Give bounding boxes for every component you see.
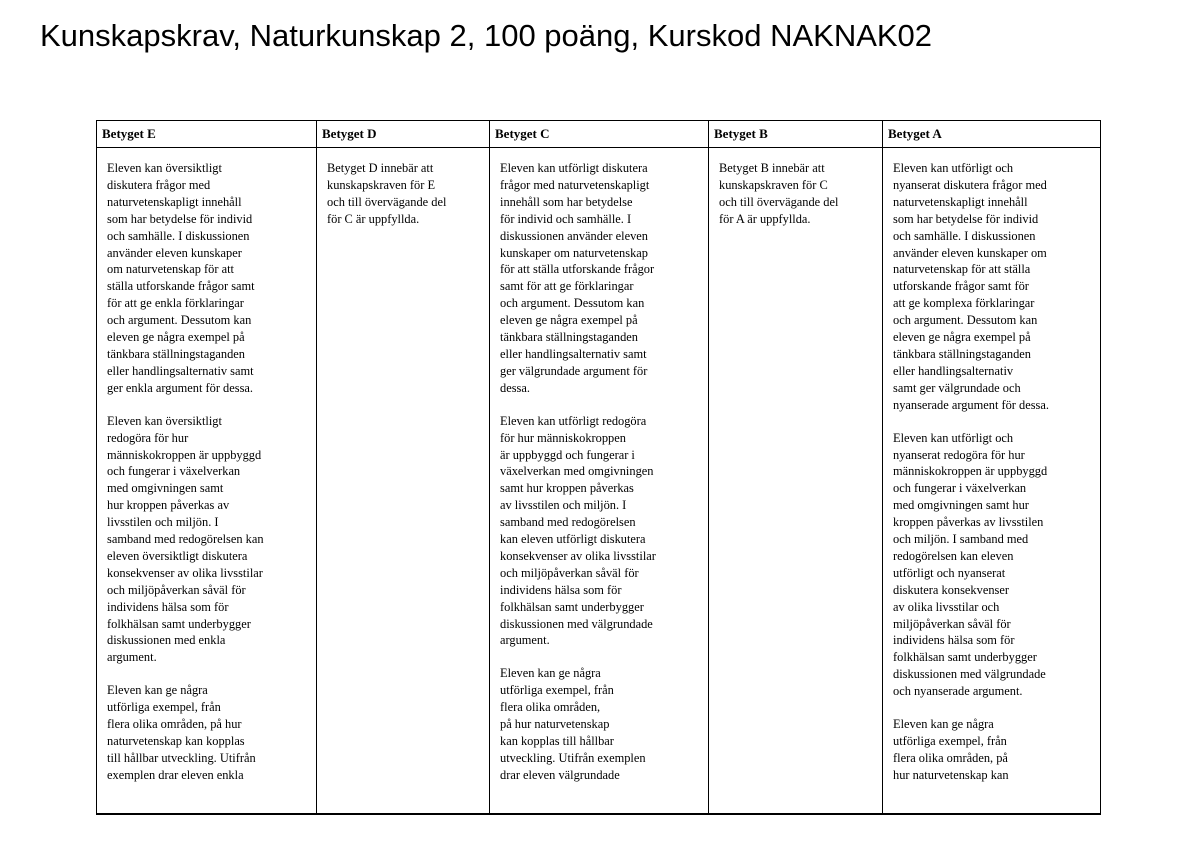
grade-c-cell	[490, 148, 709, 815]
grade-c-paragraph: Eleven kan utförligt redogöra för hur människokroppen är uppbyggd och fungerar i växelverkan med omgivningen samt hur kroppen påverkas av livsstilen och miljön. I samband med redogörelsen kan eleven utförligt diskutera konsekvenser av olika livsstilar och miljöpåverkan såväl för individens hälsa som för folkhälsan samt underbygger diskussionen med välgrundade argument.	[500, 413, 656, 648]
grade-e-paragraph: Eleven kan översiktligt redogöra för hur människokroppen är uppbyggd och fungerar i växelverkan med omgivningen samt hur kroppen påverkas av livsstilen och miljön. I samband med redogörelsen kan eleven översiktligt diskutera konsekvenser av olika livsstilar och miljöpåverkan såväl för individens hälsa som för folkhälsan samt underbygger diskussionen med enkla argument.	[107, 413, 264, 665]
grade-b-paragraph: Betyget B innebär att kunskapskraven för C och till övervägande del för A är uppfyllda.	[719, 161, 839, 226]
grade-e-cell	[97, 148, 317, 815]
column-header-grade-a: Betyget A	[883, 121, 1101, 148]
grade-e-paragraph: Eleven kan översiktligt diskutera frågor med naturvetenskapligt innehåll som har betydelse för individ och samhälle. I diskussionen använder eleven kunskaper om naturvetenskap för att ställa utforskande frågor samt för att ge enkla förklaringar och argument. Dessutom kan eleven ge några exempel på tänkbara ställningstaganden eller handlingsalternativ samt ger enkla argument för dessa.	[107, 161, 255, 395]
document-title: Kunskapskrav, Naturkunskap 2, 100 poäng, Kurskod NAKNAK02	[40, 18, 933, 53]
grade-e-paragraph: Eleven kan ge några utförliga exempel, från flera olika områden, på hur naturvetenskap kan kopplas till hållbar utveckling. Utifrån exemplen drar eleven enkla	[107, 683, 256, 782]
grade-d-cell	[317, 148, 490, 815]
grade-a-cell	[883, 148, 1101, 815]
grade-d-paragraph: Betyget D innebär att kunskapskraven för E och till övervägande del för C är uppfyllda.	[327, 161, 447, 226]
grade-a-paragraph: Eleven kan utförligt och nyanserat redogöra för hur människokroppen är uppbyggd och fungerar i växelverkan med omgivningen samt hur kroppen påverkas av livsstilen och miljön. I samband med redogörelsen kan eleven utförligt och nyanserat diskutera konsekvenser av olika livsstilar och miljöpåverkan såväl för individens hälsa som för folkhälsan samt underbygger diskussionen med välgrundade och nyanserade argument.	[893, 430, 1048, 699]
grading-criteria-table	[96, 120, 1101, 815]
column-header-grade-e: Betyget E	[97, 121, 317, 148]
grade-c-paragraph: Eleven kan ge några utförliga exempel, från flera olika områden, på hur naturvetenskap kan kopplas till hållbar utveckling. Utifrån exemplen drar eleven välgrundade	[500, 666, 646, 782]
grade-a-paragraph: Eleven kan utförligt och nyanserat diskutera frågor med naturvetenskapligt innehåll som har betydelse för individ och samhälle. I diskussionen använder eleven kunskaper om naturvetenskap för att ställa utforskande frågor samt för att ge komplexa förklaringar och argument. Dessutom kan eleven ge några exempel på tänkbara ställningstaganden eller handlingsalternativ samt ger välgrundade och nyanserade argument för dessa.	[893, 161, 1049, 412]
table-header-row	[97, 121, 1101, 148]
grade-b-cell	[709, 148, 883, 815]
column-header-grade-c: Betyget C	[490, 121, 709, 148]
grade-a-paragraph: Eleven kan ge några utförliga exempel, från flera olika områden, på hur naturvetenskap kan	[893, 717, 1009, 782]
column-header-grade-b: Betyget B	[709, 121, 883, 148]
grade-c-paragraph: Eleven kan utförligt diskutera frågor med naturvetenskapligt innehåll som har betydelse för individ och samhälle. I diskussionen använder eleven kunskaper om naturvetenskap för att ställa utforskande frågor samt för att ge förklaringar och argument. Dessutom kan eleven ge några exempel på tänkbara ställningstaganden eller handlingsalternativ samt ger välgrundade argument för dessa.	[500, 161, 655, 395]
column-header-grade-d: Betyget D	[317, 121, 490, 148]
table-row	[97, 148, 1101, 815]
